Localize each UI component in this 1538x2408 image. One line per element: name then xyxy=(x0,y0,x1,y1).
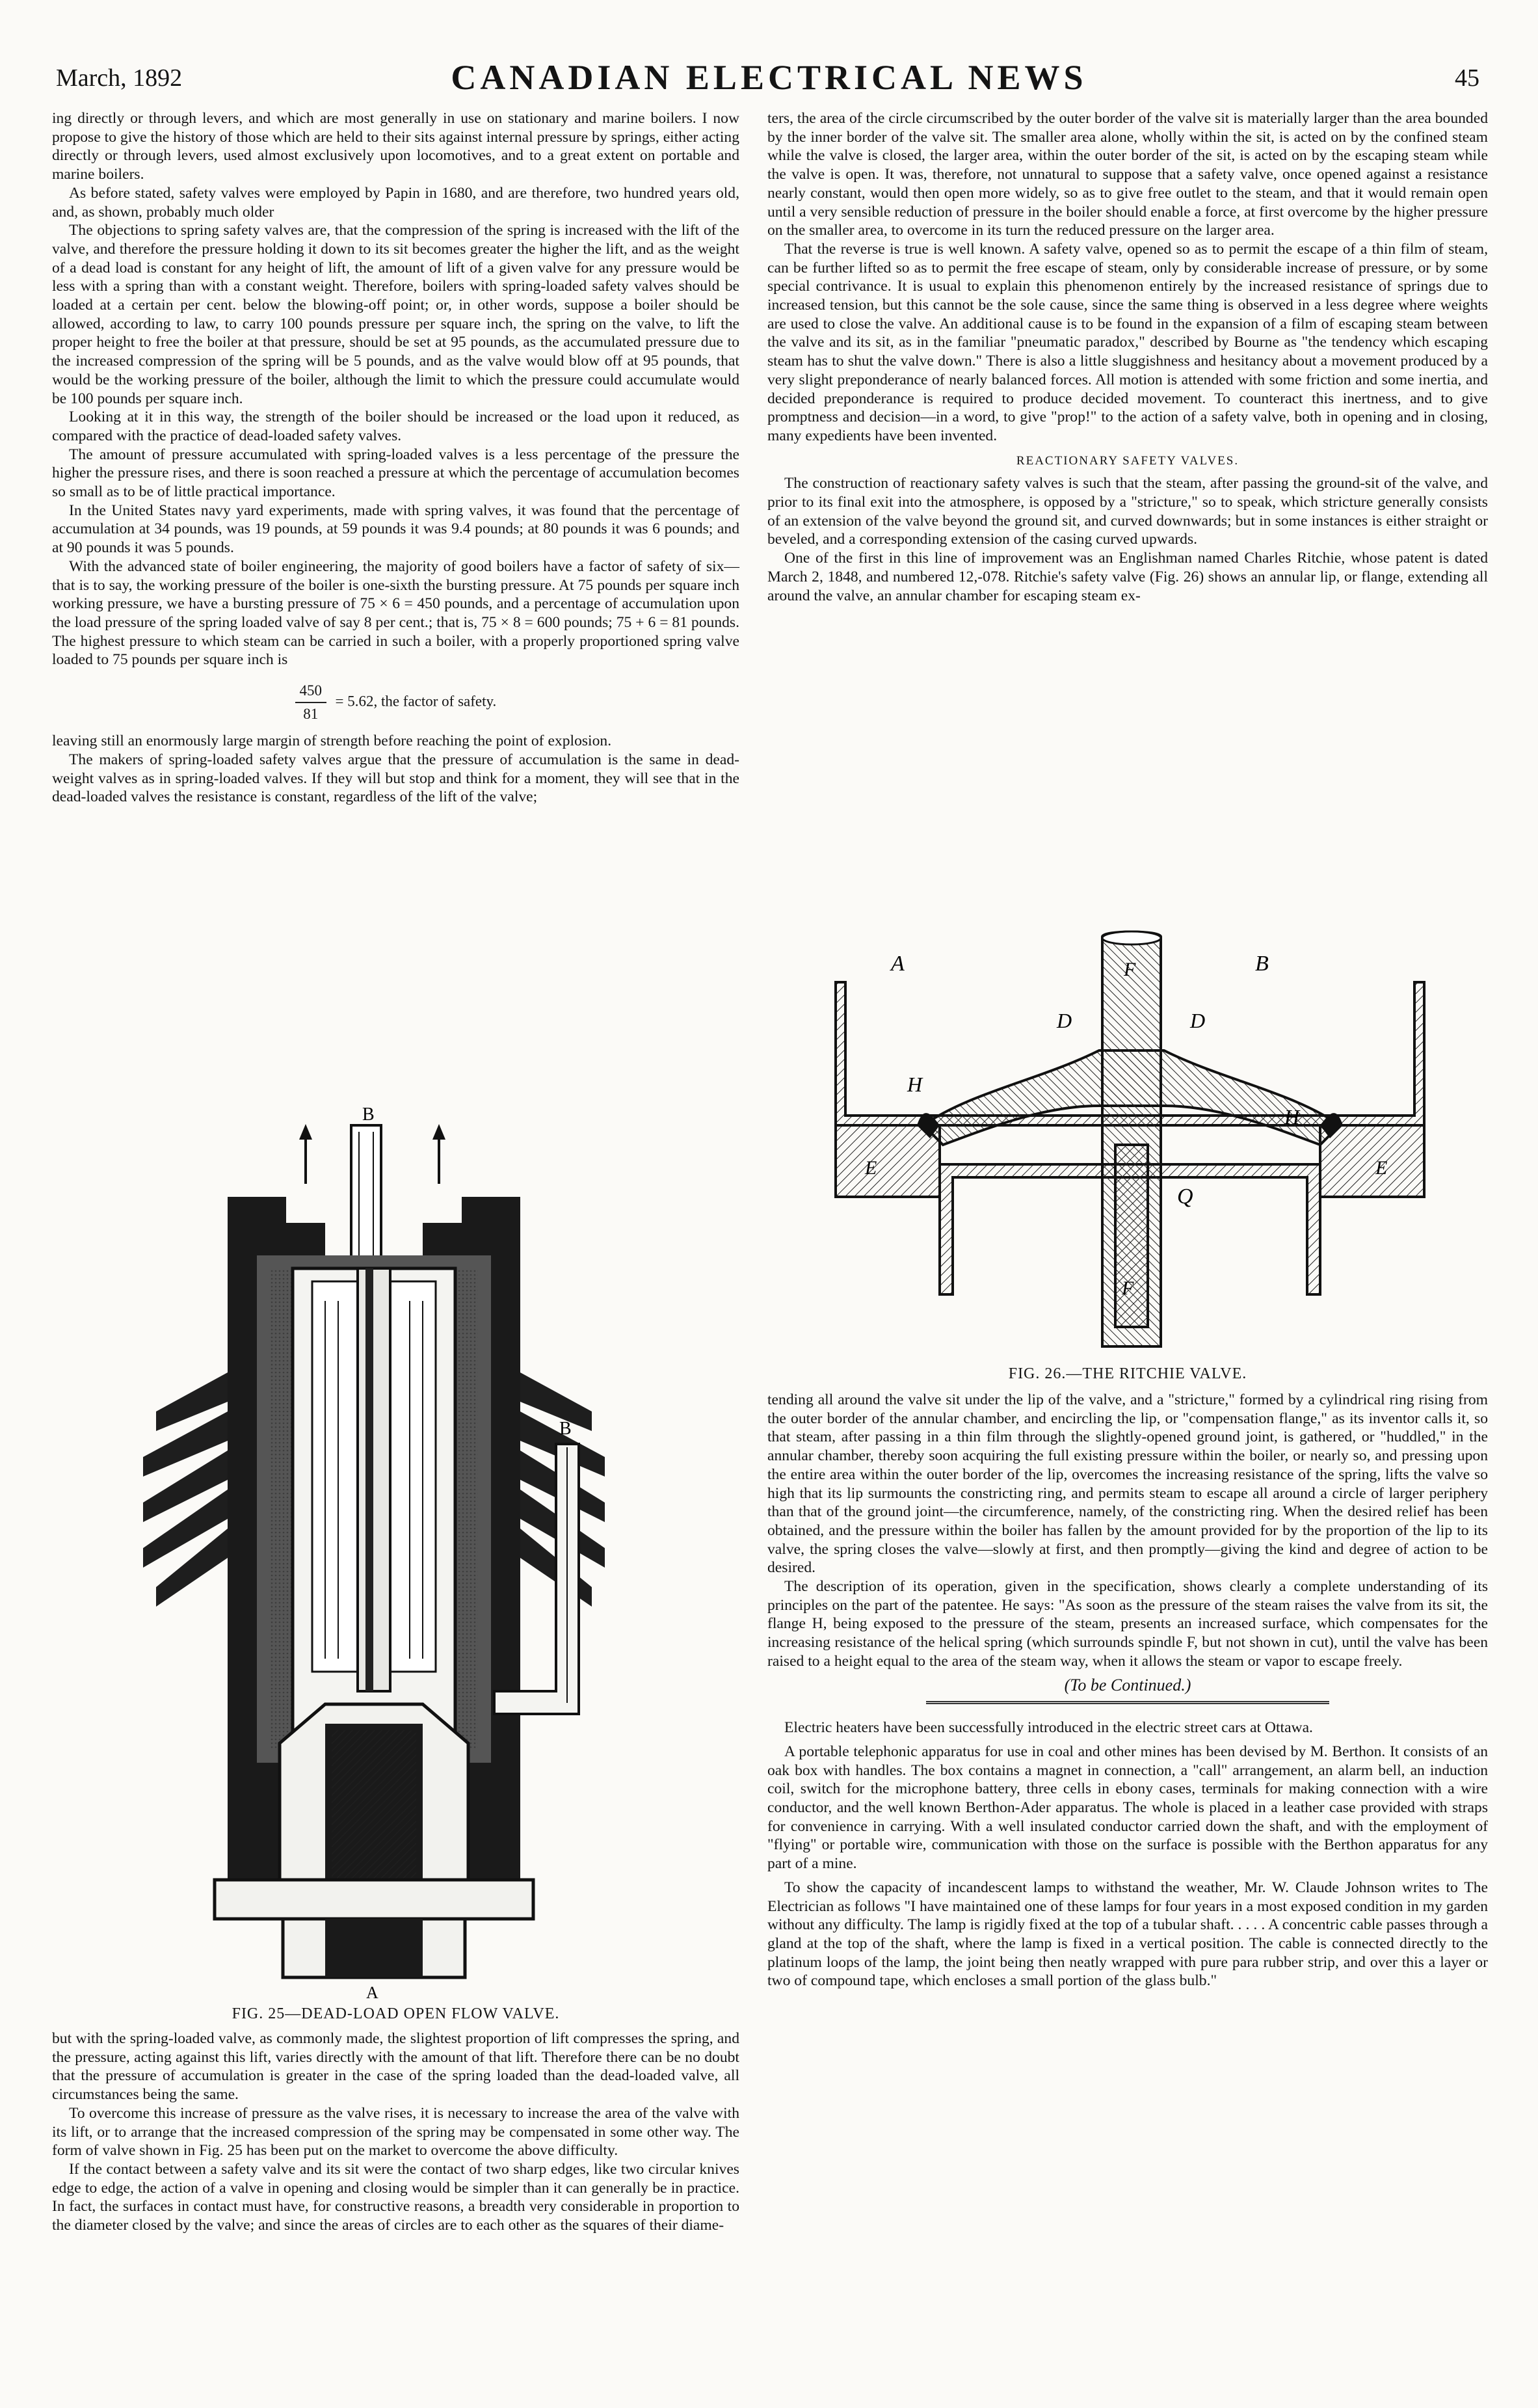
page-header xyxy=(39,57,1499,103)
figure-26-ritchie-valve xyxy=(826,930,1437,1353)
figure-25-caption: FIG. 25—DEAD-LOAD OPEN FLOW VALVE. xyxy=(232,2005,560,2022)
label-B: B xyxy=(1255,952,1269,976)
news-item: A portable telephonic apparatus for use in coal and other mines has been devised by M. Berthon. It consists of an oak box with handles. The box contains a magnet in connection, a "call" arrangement, an alarm bell, an induction coil, switch for the microphone battery, three cells in ebony cases, terminals for making connection with a wire conductor, and the well known Berthon-Ader apparatus. The whole is placed in a leather case provided with straps for convenience in carrying. With a well insulated conductor carried down the shaft, and with the employment of "flying" or portable wire, communication with those on the surface is possible with the Berthon apparatus for any part of a mine. xyxy=(767,1743,1488,1873)
label-D-left: D xyxy=(1057,1009,1072,1032)
column-2-top xyxy=(767,109,1488,605)
label-b-top: B xyxy=(362,1106,375,1125)
paragraph: The makers of spring-loaded safety valves argue that the pressure of accumulation is the same in dead-weight valves as in spring-loaded valves. If they will but stop and think for a moment, they will see that in the dead-loaded valves the resistance is constant, regardless of the lift of the valve; xyxy=(52,751,739,806)
paragraph: leaving still an enormously large margin of strength before reaching the point of explosion. xyxy=(52,732,612,750)
paragraph: The description of its operation, given in the specification, shows clearly a complete understanding of its principles on the part of the patentee. He says: "As soon as the pressure of the steam raises the valve from its sit, the flange H, being exposed to the pressure of the steam, presents an increased surface, which compensates for the increasing resistance of the helical spring (which surrounds spindle F, but not shown in cut), until the valve has been raised to a height equal to the area of the steam way, when it allows the steam or vapor to escape freely. xyxy=(767,1578,1488,1670)
column-1-top xyxy=(52,109,739,807)
column-1-bottom xyxy=(52,2029,739,2235)
paragraph: tending all around the valve sit under the lip of the valve, and a "stricture," formed by a cylindrical ring rising from the outer border of the annular chamber, and encircling the lip, or "compensation flange," as its inventor calls it, so that steam, after passing in a thin film through the slightly-opened ground joint, is gathered, or "huddled," in the annular chamber, thereby soon acquiring the full existing pressure within the boiler, or nearly so, and pressing upon the entire area within the outer border of the lip, overcomes the increasing resistance of the spring, lifts the valve so high that its lip surmounts the constricting ring, and permits steam to escape all around a circle of larger periphery than that of the ground joint—the circumference, namely, of the constricting ring. When the desired relief has been obtained, and the pressure within the boiler has fallen by the amount provided for by the proportion of the lip to its valve, the spring closes the valve—slowly at first, and then promptly—giving the kind and degree of action to be desired. xyxy=(767,1391,1488,1577)
label-H-left: H xyxy=(907,1073,923,1096)
to-be-continued: (To be Continued.) xyxy=(1064,1675,1191,1694)
label-a: A xyxy=(366,1983,378,2000)
label-E-right: E xyxy=(1375,1157,1388,1179)
label-b-right: B xyxy=(559,1419,572,1439)
news-item: Electric heaters have been successfully introduced in the electric street cars at Ottawa. xyxy=(784,1719,1313,1737)
paragraph: As before stated, safety valves were employed by Papin in 1680, and are therefore, two hundred years old, and, as shown, probably much older xyxy=(52,184,739,221)
fraction-denominator: 81 xyxy=(303,706,319,723)
paragraph: but with the spring-loaded valve, as commonly made, the slightest proportion of lift compresses the spring, and the pressure, acting against this lift, varies directly with the amount of that lift. Therefore there can be no doubt that the pressure of accumulation is greater in the case of the spring loaded than the dead-loaded valve, all circumstances being the same. xyxy=(52,2030,739,2104)
figure-25-dead-load-valve xyxy=(130,1106,663,2000)
paragraph: ing directly or through levers, and which are most generally in use on stationary and marine boilers. I now propose to give the history of those which are held to their sits against internal pressure by springs, either acting directly or through levers, used almost exclusively upon locomotives, and to a great extent on portable and marine boilers. xyxy=(52,110,739,183)
paragraph: The objections to spring safety valves are, that the compression of the spring is increased with the lift of the valve, and therefore the pressure holding it down to its sit becomes greater the higher the lift, and as the weight of a dead load is constant for any height of lift, the amount of lift of a given valve for any pressure would be less with a spring than with a constant weight. Therefore, boilers with spring-loaded safety valves should be loaded at a certain per cent. below the blowing-off point; or, in other words, suppose a boiler should be allowed, according to law, to carry 100 pounds pressure per square inch, the spring on the valve, to lift the proper height to free the boiler at that pressure, should be set at 95 pounds, as the accumulated pressure due to the increased compression of the spring will be 5 pounds, and as the valve would blow off at 95 pounds, that would be the working pressure of the boiler, although the limit to which the pressure could accumulate would be 100 pounds per square inch. xyxy=(52,222,739,407)
valve-illustration xyxy=(130,1106,663,2000)
paragraph: The amount of pressure accumulated with spring-loaded valves is a less percentage of the pressure the higher the pressure rises, and there is soon reached a pressure at which the percentage of accumulation becomes so small as to be of little practical importance. xyxy=(52,446,739,501)
paragraph: If the contact between a safety valve and its sit were the contact of two sharp edges, like two circular knives edge to edge, the action of a valve in opening and closing would be simpler than it can generally be in practice. In fact, the surfaces in contact must have, for constructive reasons, a breadth very considerable in proportion to the diameter closed by the valve; and since the areas of circles are to each other as the squares of their diame- xyxy=(52,2160,739,2234)
page-number: 45 xyxy=(1455,64,1479,92)
label-F-top: F xyxy=(1124,959,1136,980)
paragraph: That the reverse is true is well known. A safety valve, opened so as to permit the escape of a thin film of steam, can be further lifted so as to permit the free escape of steam, only by considerable increase of pressure, or by some special contrivance. It is usual to explain this phenomenon entirely by the increased resistance of springs due to increased tension, but this cannot be the sole cause, since the same thing is observed in a less degree where weights are used to close the valve. An additional cause is to be found in the expansion of a film of escaping steam between the valve and its sit, as in the familiar "pneumatic paradox," described by Bourne as "the tendency which escaping steam has to shut the valve down." There is also a little sluggishness and hesitancy about a movement produced by a very slight preponderance of nearly balanced forces. All motion is attended with some friction and some inertia, and decided preponderance is required to produce decided movement. To counteract this inertness, and to give promptness and decision—in a word, to give "prop!" to the action of a safety valve, both in opening and in closing, many expedients have been invented. xyxy=(767,240,1488,444)
ritchie-valve-illustration xyxy=(826,930,1437,1353)
paragraph: Looking at it in this way, the strength of the boiler should be increased or the load upon it reduced, as compared with the practice of dead-loaded safety valves. xyxy=(52,408,739,444)
section-heading: REACTIONARY SAFETY VALVES. xyxy=(1016,453,1240,468)
paragraph: In the United States navy yard experiments, made with spring valves, it was found that the percentage of accumulation at 34 pounds, was 19 pounds, at 59 pounds it was 9.4 pounds; at 80 pounds it was 6 pounds; and at 90 pounds it was 5 pounds. xyxy=(52,502,739,557)
fraction-result: = 5.62, the factor of safety. xyxy=(335,693,497,710)
paragraph: To overcome this increase of pressure as the valve rises, it is necessary to increase the area of the valve with its lift, or to arrange that the increased compression of the spring may be compensated in some other way. The form of valve shown in Fig. 25 has been put on the market to overcome the above difficulty. xyxy=(52,2104,739,2160)
figure-26-caption: FIG. 26.—THE RITCHIE VALVE. xyxy=(1008,1365,1247,1382)
label-Q: Q xyxy=(1177,1184,1193,1209)
fraction-numerator: 450 xyxy=(299,682,322,699)
issue-date: March, 1892 xyxy=(56,64,183,92)
paragraph: With the advanced state of boiler engineering, the majority of good boilers have a factor of safety of six—that is to say, the working pressure of the boiler is one-sixth the bursting pressure. At 75 pounds per square inch working pressure, we have a bursting pressure of 75 × 6 = 450 pounds, and a percentage of accumulation upon the load pressure of the spring loaded valve of say 8 per cent.; that is, 75 × 8 = 600 pounds; 75 + 6 = 81 pounds. The highest pressure to which steam can be carried in such a boiler, with a properly proportioned spring valve loaded to 75 pounds per square inch is xyxy=(52,557,739,669)
masthead: CANADIAN ELECTRICAL NEWS xyxy=(451,58,1087,97)
news-item: To show the capacity of incandescent lamps to withstand the weather, Mr. W. Claude Johnson writes to The Electrician as follows "I have maintained one of these lamps for four years in a most exposed condition in my garden without any difficulty. The lamp is rigidly fixed at the top of a tubular shaft. . . . . A concentric cable passes through a gland at the top of the shaft, where the lamp is fixed in a vertical position. The cable is connected directly to the platinum loops of the lamp, the joint being then neatly wrapped with pure para rubber strip, and over this a layer or two of compound tape, which encloses a small portion of the glass bulb." xyxy=(767,1879,1488,1990)
label-F-bottom: F xyxy=(1122,1278,1134,1299)
column-2-bottom xyxy=(767,1391,1488,1990)
paragraph: ters, the area of the circle circumscribed by the outer border of the valve sit is materially larger than the area bounded by the inner border of the valve sit. The smaller area alone, wholly within the sit, is acted on by the confined steam while the valve is closed, the larger area, within the outer border of the sit, is acted on by the escaping steam while the valve is open. It was, therefore, not unnatural to suppose that a safety valve, once opened against a resistance nearly constant, would then open more widely, so as to give free outlet to the steam, and that it would remain open until a very sensible reduction of pressure in the boiler should enable a force, at first overcome by the higher pressure on the smaller area, to overcome in its turn the reduced pressure on the larger area. xyxy=(767,110,1488,239)
label-D-right: D xyxy=(1190,1009,1206,1032)
label-H-right: H xyxy=(1284,1105,1300,1129)
label-E-left: E xyxy=(865,1157,877,1179)
safety-factor-equation xyxy=(52,681,739,724)
paragraph: One of the first in this line of improvement was an Englishman named Charles Ritchie, whose patent is dated March 2, 1848, and numbered 12,-078. Ritchie's safety valve (Fig. 26) shows an annular lip, or flange, extending all around the valve, an annular chamber for escaping steam ex- xyxy=(767,550,1488,604)
section-divider xyxy=(926,1701,1329,1704)
paragraph: The construction of reactionary safety valves is such that the steam, after passing the ground-sit of the valve, and prior to its final exit into the atmosphere, is opposed by a "stricture," so to speak, which stricture generally consists of an extension of the valve beyond the ground sit, and curved downwards; but in some instances is either straight or beveled, and a corresponding extension of the casing curved upwards. xyxy=(767,475,1488,548)
label-A: A xyxy=(891,952,905,976)
